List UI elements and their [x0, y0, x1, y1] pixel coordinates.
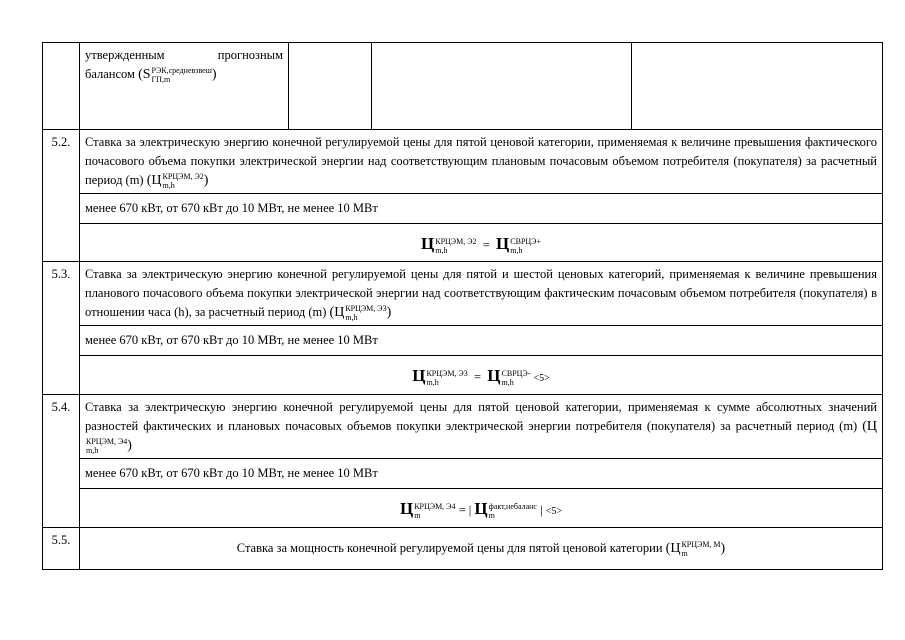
continuation-row	[43, 43, 883, 130]
section-description-cell	[80, 262, 883, 326]
formula-right-sup: факт,небаланс	[488, 502, 537, 512]
section-row	[43, 528, 883, 570]
forecast-balance-symbol: (S РЭК,средневзвеш ГП,m )	[138, 65, 217, 84]
continuation-text-word1: утвержденным	[85, 48, 165, 62]
formula-left-sup: КРЦЭМ, Э3	[426, 369, 468, 379]
section-description-cell	[80, 395, 883, 459]
formula-right-letter: Ц	[474, 499, 488, 519]
section-description: Ставка за мощность конечной регулируемой цены для пятой ценовой категории	[236, 541, 663, 556]
symbol-sup: КРЦЭМ, М	[681, 539, 721, 549]
symbol-sub: m,h	[162, 180, 175, 190]
formula-left-sub: m	[414, 511, 421, 521]
capacity-range: менее 670 кВт, от 670 кВт до 10 МВт, не менее 10 МВт	[80, 459, 883, 489]
formula-row	[43, 356, 883, 395]
formula-left-letter: Ц	[412, 366, 426, 386]
tariff-table	[42, 42, 883, 570]
formula-right-letter: Ц	[487, 366, 501, 386]
section-description: Ставка за электрическую энергию конечной регулируемой цены для пятой ценовой категории, применяемая к сумме абсолютных значений разностей фактических и плановых почасовых объемов покупки электрической энергии потребителя (покупателя) за расчетный период (m)	[85, 400, 877, 434]
section-row	[43, 395, 883, 459]
capacity-row	[43, 326, 883, 356]
formula-left-letter: Ц	[399, 499, 414, 519]
continuation-text-word2: прогнозным	[217, 48, 283, 62]
formula-row	[43, 224, 883, 262]
continuation-cell-5	[632, 43, 883, 130]
section-description: Ставка за электрическую энергию конечной регулируемой цены для пятой ценовой категории, применяемая к величине превышения фактического почасового объема покупки электрической энергии над соответствующим плановым почасовым объемом потребителя (покупателя) за расчетный период (m)	[85, 135, 877, 187]
symbol-sub: ГП,m	[151, 74, 171, 84]
footnote-ref: <5>	[533, 373, 550, 385]
symbol-sub: m,h	[345, 312, 358, 322]
rate-symbol: (Ц КРЦЭМ, Э2 m,h )	[146, 171, 209, 190]
section-description-cell	[80, 130, 883, 194]
footnote-ref: <5>	[545, 506, 562, 518]
formula-right-sup: СВРЦЭ+	[510, 237, 541, 247]
section-number: 5.2.	[43, 130, 80, 262]
symbol-sub: m,h	[86, 445, 99, 455]
section-description-cell	[80, 528, 883, 570]
capacity-row	[43, 459, 883, 489]
continuation-cell-4	[372, 43, 632, 130]
section-row	[43, 262, 883, 326]
formula-right-sub: m,h	[510, 246, 523, 256]
section-row	[43, 130, 883, 194]
rate-symbol: (Ц КРЦЭМ, Э3 m,h )	[329, 303, 392, 322]
formula-left-sup: КРЦЭМ, Э2	[435, 237, 477, 247]
formula-cell: Ц КРЦЭМ, Э3 m,h = Ц СВРЦЭ- m,h <5>	[80, 356, 883, 395]
symbol-sup: КРЦЭМ, Э2	[162, 171, 204, 181]
continuation-text-word3: балансом	[85, 67, 135, 81]
rate-symbol: (Ц КРЦЭМ, М m )	[665, 539, 726, 558]
symbol-letter: Ц	[334, 305, 345, 321]
formula-right-sub: m,h	[501, 378, 514, 388]
formula-right-letter: Ц	[496, 234, 510, 253]
formula-row	[43, 489, 883, 528]
rate-symbol: (Ц КРЦЭМ, Э4 m,h )	[86, 419, 877, 455]
section-description: Ставка за электрическую энергию конечной регулируемой цены для пятой и шестой ценовых категорий, применяемая к величине превышения планового почасового объема покупки электрической энергии над соответствующим фактическим почасовым объемом потребителя (покупателя) в отношении часа (h), за расчетный период (m)	[85, 267, 877, 320]
symbol-sup: КРЦЭМ, Э3	[345, 303, 387, 313]
formula-right-sub: m	[488, 511, 495, 521]
formula-cell: Ц КРЦЭМ, Э2 m,h = Ц СВРЦЭ+ m,h	[80, 224, 883, 262]
section-number: 5.5.	[43, 528, 80, 570]
continuation-number-cell	[43, 43, 80, 130]
formula-left-letter: Ц	[421, 234, 435, 253]
capacity-range: менее 670 кВт, от 670 кВт до 10 МВт, не менее 10 МВт	[80, 194, 883, 224]
symbol-sup: КРЦЭМ, Э4	[86, 436, 128, 446]
capacity-range: менее 670 кВт, от 670 кВт до 10 МВт, не менее 10 МВт	[80, 326, 883, 356]
formula-left-sub: m,h	[426, 378, 439, 388]
formula-left-sup: КРЦЭМ, Э4	[414, 502, 456, 512]
formula-cell: Ц КРЦЭМ, Э4 m = | Ц факт,небаланс m | <5>	[80, 489, 883, 528]
formula-left-sub: m,h	[435, 246, 448, 256]
symbol-sup: РЭК,средневзвеш	[151, 65, 212, 75]
symbol-letter: Ц	[866, 419, 877, 435]
formula-right-sup: СВРЦЭ-	[501, 369, 531, 379]
symbol-sub: m	[681, 548, 688, 558]
symbol-letter: Ц	[151, 173, 162, 188]
section-number: 5.3.	[43, 262, 80, 395]
tariff-table-page	[42, 42, 882, 570]
section-number: 5.4.	[43, 395, 80, 528]
continuation-text-cell	[80, 43, 289, 130]
capacity-row	[43, 194, 883, 224]
continuation-cell-3	[289, 43, 372, 130]
symbol-letter: Ц	[670, 541, 681, 557]
